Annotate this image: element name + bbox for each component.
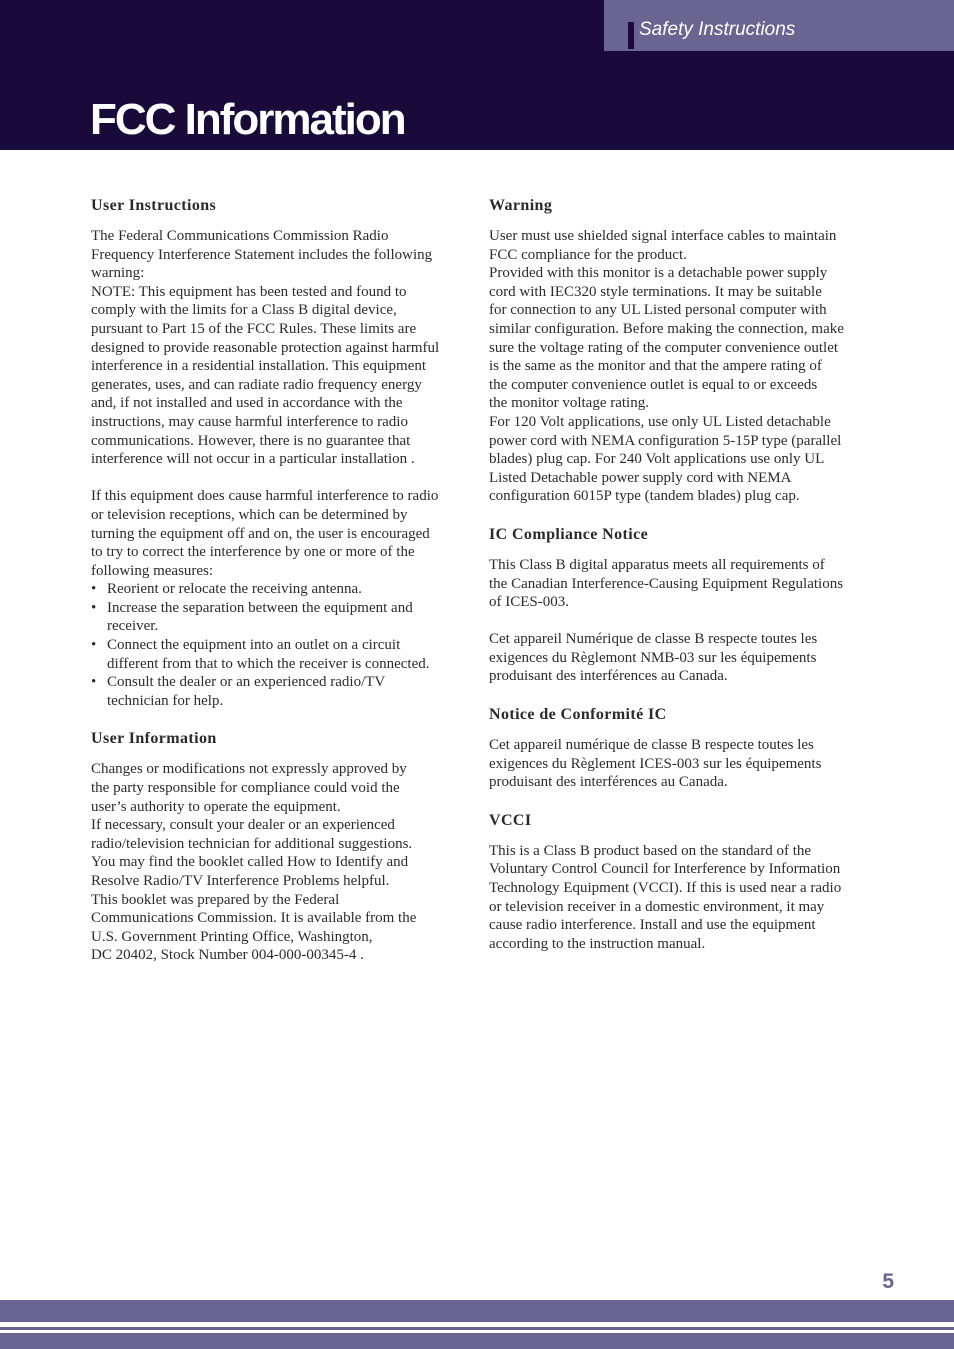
ic-compliance-heading: IC Compliance Notice <box>489 525 649 543</box>
section-gap <box>489 506 866 524</box>
user-instructions-heading: User Instructions <box>91 197 217 214</box>
ic-compliance-section <box>489 524 866 686</box>
section-gap <box>489 686 866 704</box>
vcci-section <box>489 810 866 954</box>
page-title: FCC Information <box>90 95 405 144</box>
footer-bar <box>0 1300 954 1322</box>
notice-conformite-body: Cet appareil numérique de classe B respecte toutes les exigences du Règlement ICES-003 sur les équipements produisant des interférences au Canada. <box>489 737 822 791</box>
footer-rule <box>0 1327 954 1330</box>
section-gap <box>91 710 466 728</box>
user-instructions-paragraph-2: If this equipment does cause harmful interference to radio or television receptions, which can be determined by turning the equipment off and on, the user is encouraged to try to correct the interference by one or more of the following measures: <box>91 488 439 579</box>
list-item: • Connect the equipment into an outlet on a circuit different from that to which the receiver is connected. <box>91 636 466 673</box>
left-column <box>91 195 466 965</box>
right-column <box>489 195 866 953</box>
warning-heading: Warning <box>489 197 553 214</box>
warning-body: User must use shielded signal interface cables to maintain FCC compliance for the product. Provided with this monitor is a detachable power supply cord with IEC320 style terminations. It may be suitable for connection to any UL Listed personal computer with similar configuration. Before making the connection, make sure the voltage rating of the computer convenience outlet is the same as the monitor and that the ampere rating of the computer convenience outlet is equal to or exceeds the monitor voltage rating. For 120 Volt applications, use only UL Listed detachable power cord with NEMA configuration 5-15P type (parallel blades) plug cap. For 240 Volt applications use only UL Listed Detachable power supply cord with NEMA configuration 6015P type (tandem blades) plug cap. <box>489 228 844 505</box>
user-instructions-section <box>91 195 466 710</box>
paragraph-gap <box>489 612 866 631</box>
warning-section <box>489 195 866 506</box>
section-tab-marker <box>628 22 634 49</box>
ic-compliance-french: Cet appareil Numérique de classe B respecte toutes les exigences du Règlemont NMB-03 sur les équipements produisant des interférences au Canada. <box>489 631 818 685</box>
section-tab <box>604 0 954 51</box>
section-gap <box>489 792 866 810</box>
vcci-heading: VCCI <box>489 811 532 829</box>
footer-bar-bottom <box>0 1333 954 1349</box>
paragraph-gap <box>91 469 466 488</box>
notice-conformite-heading: Notice de Conformité IC <box>489 706 667 724</box>
user-information-body: Changes or modifications not expressly approved by the party responsible for compliance could void the user’s authority to operate the equipment. If necessary, consult your dealer or an experienced radio/television technician for additional suggestions. You may find the booklet called How to Identify and Resolve Radio/TV Interference Problems helpful. This booklet was prepared by the Federal Communications Commission. It is available from the U.S. Government Printing Office, Washington, DC 20402, Stock Number 004-000-00345-4 . <box>91 761 417 964</box>
list-item: • Reorient or relocate the receiving antenna. <box>91 580 466 599</box>
ic-compliance-english: This Class B digital apparatus meets all requirements of the Canadian Interference-Causing Equipment Regulations of ICES-003. <box>489 556 844 611</box>
user-instructions-paragraph-1: The Federal Communications Commission Radio Frequency Interference Statement includes the following warning: NOTE: This equipment has been tested and found to comply with the limits for a Class B digital device, pursuant to Part 15 of the FCC Rules. These limits are designed to provide reasonable protection against harmful interference in a residential installation. This equipment generates, uses, and can radiate radio frequency energy and, if not installed and used in accordance with the instructions, may cause harmful interference to radio communications. However, there is no guarantee that interference will not occur in a particular installation . <box>91 228 440 468</box>
section-label: Safety Instructions <box>639 19 796 40</box>
vcci-body: This is a Class B product based on the standard of the Voluntary Control Council for Interference by Information Technology Equipment (VCCI). If this is used near a radio or television receiver in a domestic environment, it may cause radio interference. Install and use the equipment according to the instruction manual. <box>489 842 842 952</box>
user-information-heading: User Information <box>91 730 217 748</box>
user-information-section <box>91 728 466 965</box>
page-number: 5 <box>882 1270 894 1293</box>
notice-conformite-section <box>489 704 866 792</box>
list-item: • Increase the separation between the equipment and receiver. <box>91 599 466 636</box>
measures-list <box>91 580 466 710</box>
list-item: • Consult the dealer or an experienced radio/TV technician for help. <box>91 673 466 710</box>
